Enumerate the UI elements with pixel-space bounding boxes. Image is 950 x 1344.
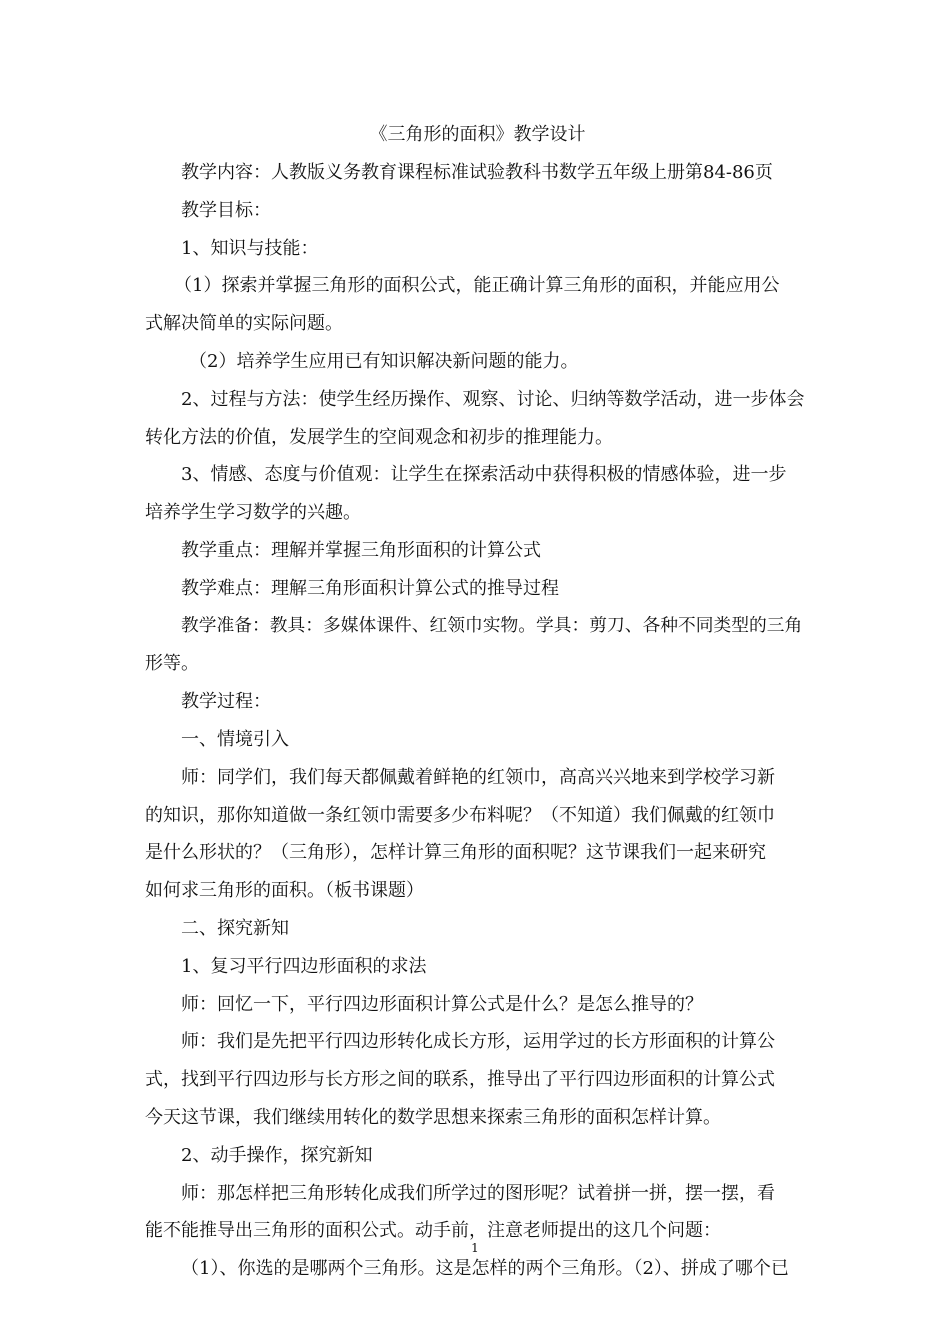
key-point-line: 教学重点：理解并掌握三角形面积的计算公式 bbox=[181, 539, 541, 561]
paragraph-line: 师：同学们，我们每天都佩戴着鲜艳的红领巾，高高兴兴地来到学校学习新 bbox=[181, 766, 775, 788]
paragraph-line: 今天这节课，我们继续用转化的数学思想来探索三角形的面积怎样计算。 bbox=[145, 1106, 721, 1128]
subsection-heading: 2、动手操作，探究新知 bbox=[181, 1144, 373, 1166]
section-heading: 二、探究新知 bbox=[181, 917, 289, 939]
paragraph-line: 师：我们是先把平行四边形转化成长方形，运用学过的长方形面积的计算公 bbox=[181, 1031, 775, 1053]
paragraph-line: 的知识，那你知道做一条红领巾需要多少布料呢？（不知道）我们佩戴的红领巾 bbox=[145, 804, 775, 826]
teaching-content-line: 教学内容：人教版义务教育课程标准试验教科书数学五年级上册第84-86页 bbox=[181, 162, 773, 183]
teaching-goals-heading: 教学目标： bbox=[181, 199, 271, 221]
paragraph-line: 如何求三角形的面积。（板书课题） bbox=[145, 880, 424, 902]
difficulty-line: 教学难点：理解三角形面积计算公式的推导过程 bbox=[181, 577, 559, 599]
document-body bbox=[145, 116, 810, 1288]
paragraph-line: 能不能推导出三角形的面积公式。动手前，注意老师提出的这几个问题： bbox=[145, 1220, 721, 1242]
paragraph-line: 式解决简单的实际问题。 bbox=[145, 313, 343, 335]
paragraph-line: 式，找到平行四边形与长方形之间的联系，推导出了平行四边形面积的计算公式 bbox=[145, 1069, 775, 1091]
paragraph-line: 培养学生学习数学的兴趣。 bbox=[145, 502, 361, 524]
process-heading: 教学过程： bbox=[181, 691, 271, 713]
document-title: 《三角形的面积》教学设计 bbox=[369, 124, 586, 145]
section-heading: 一、情境引入 bbox=[181, 728, 289, 750]
paragraph-line: 师：回忆一下，平行四边形面积计算公式是什么？是怎么推导的？ bbox=[181, 993, 703, 1015]
paragraph-line: 师：那怎样把三角形转化成我们所学过的图形呢？试着拼一拼，摆一摆，看 bbox=[181, 1182, 775, 1204]
paragraph-line: （1）探索并掌握三角形的面积公式，能正确计算三角形的面积，并能应用公 bbox=[174, 275, 780, 297]
paragraph-line: 转化方法的价值，发展学生的空间观念和初步的推理能力。 bbox=[145, 426, 613, 448]
paragraph-line: （2）培养学生应用已有知识解决新问题的能力。 bbox=[189, 350, 579, 372]
knowledge-skills-heading: 1、知识与技能： bbox=[181, 237, 319, 259]
paragraph-line: 形等。 bbox=[145, 653, 199, 675]
paragraph-line: 是什么形状的？（三角形），怎样计算三角形的面积呢？这节课我们一起来研究 bbox=[145, 842, 766, 864]
paragraph-line: （1）、你选的是哪两个三角形。这是怎样的两个三角形。（2）、拼成了哪个已 bbox=[181, 1258, 789, 1280]
paragraph-line: 3、情感、态度与价值观：让学生在探索活动中获得积极的情感体验，进一步 bbox=[181, 464, 787, 486]
preparation-line: 教学准备：教具：多媒体课件、红领巾实物。学具：剪刀、各种不同类型的三角 bbox=[181, 615, 803, 636]
subsection-heading: 1、复习平行四边形面积的求法 bbox=[181, 955, 427, 977]
page-number: 1 bbox=[471, 1241, 479, 1255]
paragraph-line: 2、过程与方法：使学生经历操作、观察、讨论、归纳等数学活动，进一步体会 bbox=[181, 388, 805, 410]
